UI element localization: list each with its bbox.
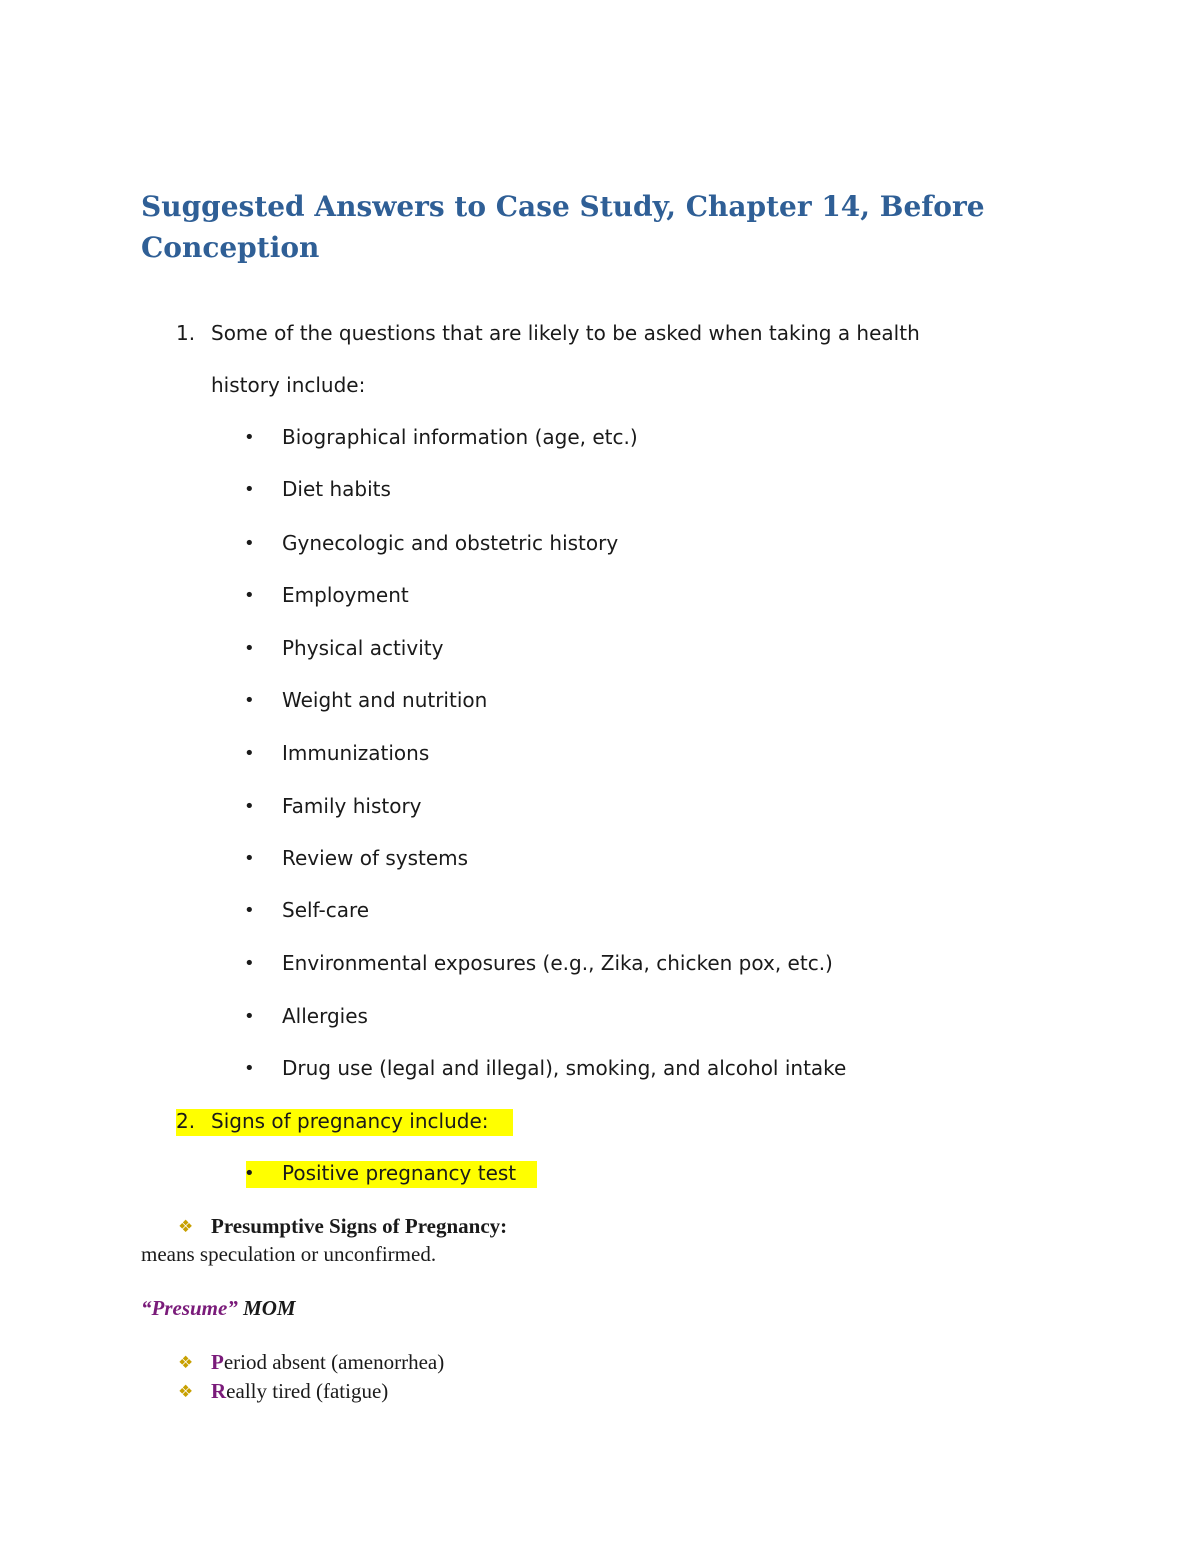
mnemonic-rest: eriod absent (amenorrhea)	[223, 1350, 445, 1374]
bullet-icon: •	[244, 427, 255, 448]
bullet-icon: •	[244, 1058, 255, 1079]
q1-list-item: Biographical information (age, etc.)	[282, 425, 638, 449]
q2-number: 2.	[176, 1109, 196, 1133]
mnemonic-initial: R	[211, 1379, 227, 1403]
q1-list-item: Employment	[282, 583, 409, 607]
diamond-bullet-icon: ❖	[178, 1382, 194, 1402]
q1-list-item: Physical activity	[282, 636, 444, 660]
mnemonic-item	[211, 1379, 388, 1404]
presumptive-definition: means speculation or unconfirmed.	[141, 1242, 437, 1266]
q1-text-line1: Some of the questions that are likely to be asked when taking a health	[211, 321, 920, 345]
bullet-icon: •	[244, 953, 255, 974]
bullet-icon: •	[244, 533, 255, 554]
mnemonic-line	[141, 1296, 296, 1321]
bullet-icon: •	[244, 848, 255, 869]
mnemonic-item	[211, 1350, 444, 1375]
mnemonic-quote: “Presume”	[141, 1296, 238, 1320]
q1-list-item: Drug use (legal and illegal), smoking, and alcohol intake	[282, 1056, 847, 1080]
presumptive-heading: Presumptive Signs of Pregnancy:	[211, 1214, 508, 1238]
q1-list-item: Family history	[282, 794, 422, 818]
q1-list-item: Immunizations	[282, 741, 430, 765]
diamond-bullet-icon: ❖	[178, 1217, 194, 1237]
bullet-icon: •	[244, 796, 255, 817]
q1-text-line2: history include:	[211, 373, 366, 397]
q1-list-item: Weight and nutrition	[282, 688, 488, 712]
bullet-icon: •	[244, 585, 255, 606]
q1-list-item: Diet habits	[282, 477, 391, 501]
q2-text: Signs of pregnancy include:	[211, 1109, 489, 1133]
bullet-icon: •	[244, 1006, 255, 1027]
q1-list-item: Allergies	[282, 1004, 368, 1028]
q1-list-item: Review of systems	[282, 846, 469, 870]
diamond-bullet-icon: ❖	[178, 1353, 194, 1373]
q1-list-item: Environmental exposures (e.g., Zika, chicken pox, etc.)	[282, 951, 833, 975]
bullet-icon: •	[244, 900, 255, 921]
bullet-icon: •	[244, 690, 255, 711]
bullet-icon: •	[244, 743, 255, 764]
bullet-icon: •	[244, 638, 255, 659]
mnemonic-initial: P	[211, 1350, 224, 1374]
bullet-icon: •	[244, 1163, 255, 1184]
bullet-icon: •	[244, 479, 255, 500]
mnemonic-rest: eally tired (fatigue)	[226, 1379, 389, 1403]
document-title: Suggested Answers to Case Study, Chapter 14, Before Conception	[141, 190, 985, 264]
q1-number: 1.	[176, 321, 196, 345]
q1-list-item: Self-care	[282, 898, 370, 922]
q1-list-item: Gynecologic and obstetric history	[282, 531, 619, 555]
mnemonic-word: MOM	[237, 1296, 296, 1320]
q2-list-item: Positive pregnancy test	[282, 1161, 517, 1185]
